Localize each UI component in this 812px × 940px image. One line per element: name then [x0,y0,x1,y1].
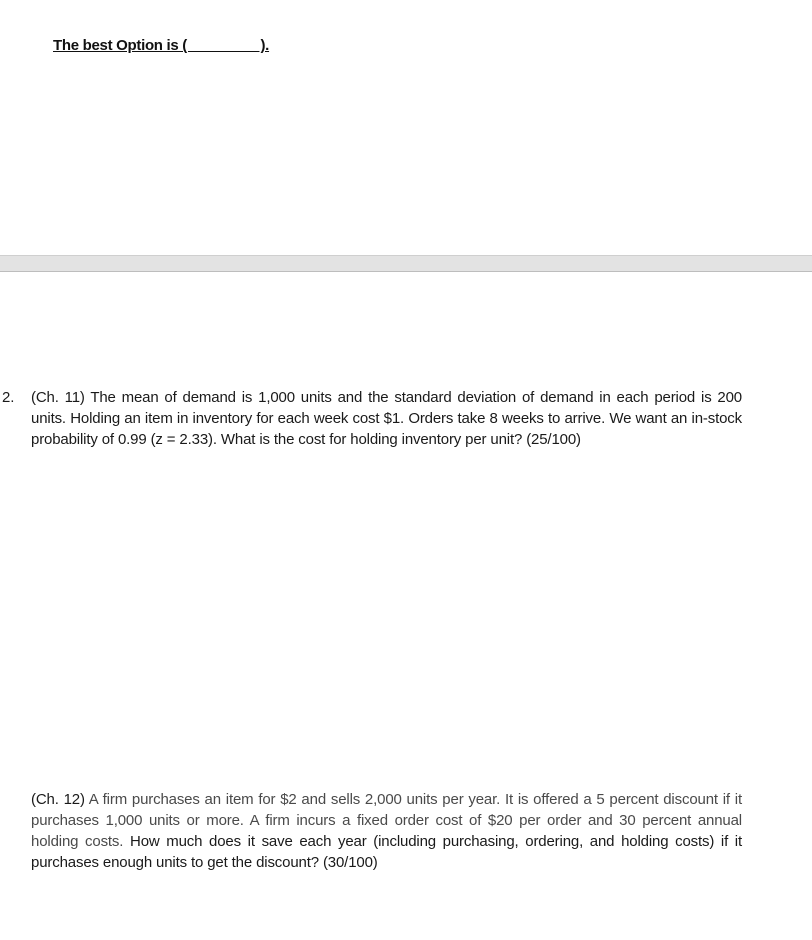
question-3-body-dark: How much does it save each year (including purchasing, ordering, and holding costs) if it purchases enough units to get the discount? (30/100) [31,833,743,871]
question-2-number: 2. [2,389,15,406]
question-2 [0,387,742,450]
question-3-body-gray: A firm purchases an item for $2 and sells 2,000 units per year. It is offered a 5 percent discount if it purchases 1,000 units or more. A firm incurs a fixed order cost of $20 per order and 30 percent annual holding costs. [31,791,742,850]
question-3 [31,789,742,873]
previous-page [0,0,812,255]
question-3-prefix: (Ch. 12) [31,791,85,808]
page-separator [0,255,812,272]
best-option-answer-line: The best Option is ( ). [53,37,270,54]
question-2-text: (Ch. 11) The mean of demand is 1,000 units and the standard deviation of demand in each period is 200 units. Holding an item in inventory for each week cost $1. Orders take 8 weeks to arrive. We want an in-stock probability of 0.99 (z = 2.33). What is the cost for holding inventory per unit? (25/100) [31,389,742,448]
